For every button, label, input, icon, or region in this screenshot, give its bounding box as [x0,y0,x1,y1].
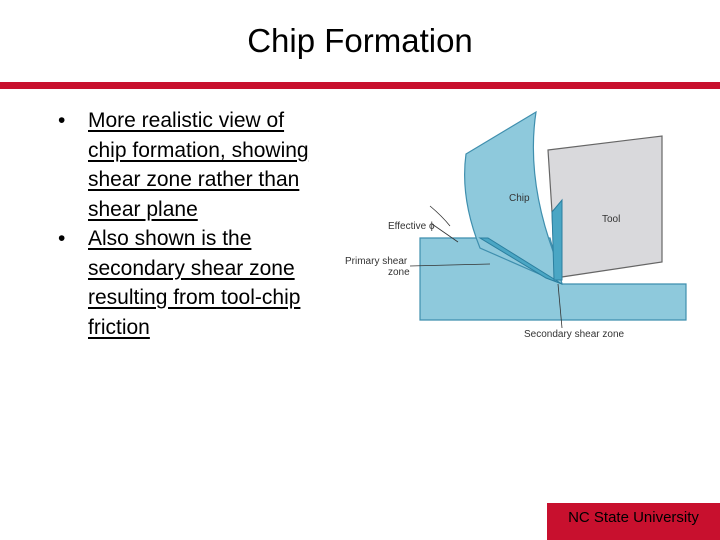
bullet-list [56,106,326,342]
footer-university-badge: NC State University [547,503,720,540]
primary-zone-label: Primary shear [345,256,408,267]
chip-formation-diagram [340,108,700,348]
chip-label: Chip [509,193,530,204]
slide-title: Chip Formation [247,22,473,59]
bullet-item [56,106,326,224]
bullet-text[interactable]: Also shown is the secondary shear zone resulting from tool‑chip friction [88,227,301,339]
bullet-dot: • [58,109,66,132]
title-divider [0,82,720,89]
bullet-dot: • [58,227,66,250]
tool-body [548,136,662,278]
primary-zone-label-line2: zone [388,267,410,278]
bullet-text[interactable]: More realistic view of chip formation, showing shear zone rather than shear plane [88,109,309,221]
bullet-item [56,224,326,342]
tool-label: Tool [602,214,621,225]
effective-angle-label: Effective ϕ [388,221,435,232]
secondary-zone-label: Secondary shear zone [524,329,625,340]
secondary-shear-zone [552,200,562,280]
